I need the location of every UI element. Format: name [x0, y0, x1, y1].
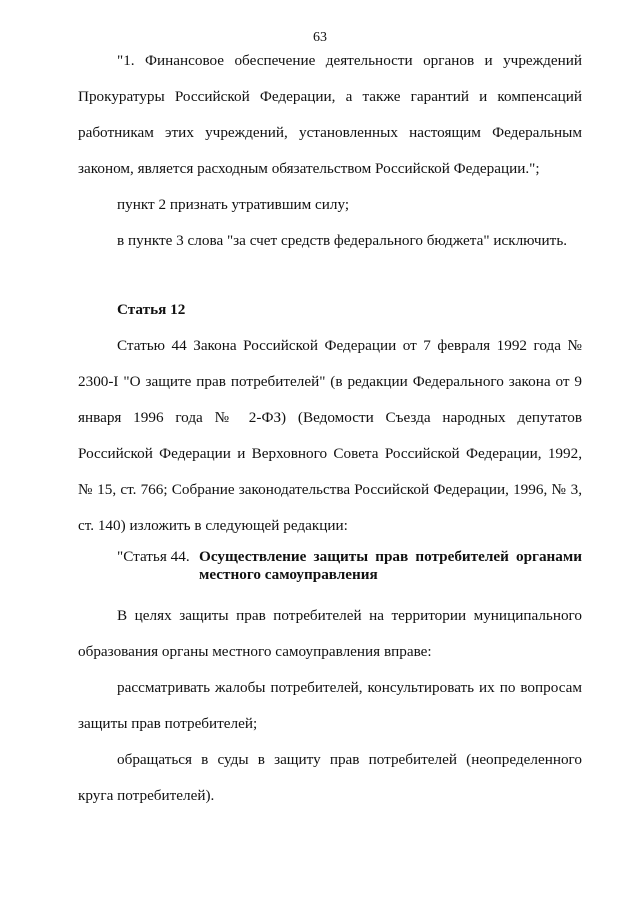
quoted-article-title: Осуществление защиты прав потребителей органами местного самоуправления — [199, 548, 582, 583]
article-heading: Статья 12 — [117, 301, 186, 318]
paragraph-point-3: в пункте 3 слова "за счет средств федерального бюджета" исключить. — [117, 232, 568, 249]
quoted-article-number: "Статья 44. — [117, 548, 190, 565]
paragraph-article-intro: Статью 44 Закона Российской Федерации от 7 февраля 1992 года № 2300-I "О защите прав потребителей" (в редакции Федерального закона от 9 января 1996 года № 2-ФЗ) (Ведомости Съезда народных депутатов Российской Федерации и Верховного Совета Российской Федерации, 1992, № 15, ст. 766; Собрание законодательства Российской Федерации, 1996, № 3, ст. 140) изложить в следующей редакции: — [78, 337, 582, 534]
page-number: 63 — [313, 30, 327, 45]
document-body — [0, 43, 640, 814]
quoted-article-title-block — [117, 548, 582, 584]
paragraph-purpose: В целях защиты прав потребителей на территории муниципального образования органы местного самоуправления вправе: — [78, 607, 582, 660]
paragraph-complaints: рассматривать жалобы потребителей, консультировать их по вопросам защиты прав потребителей; — [78, 679, 582, 732]
section-gap — [0, 259, 640, 292]
paragraph-point-2: пункт 2 признать утратившим силу; — [117, 196, 350, 213]
paragraph-courts: обращаться в суды в защиту прав потребителей (неопределенного круга потребителей). — [78, 751, 582, 804]
paragraph-financing: "1. Финансовое обеспечение деятельности органов и учреждений Прокуратуры Российской Федерации, а также гарантий и компенсаций работникам этих учреждений, установленных настоящим Федеральным законом, является расходным обязательством Российской Федерации."; — [78, 52, 582, 177]
